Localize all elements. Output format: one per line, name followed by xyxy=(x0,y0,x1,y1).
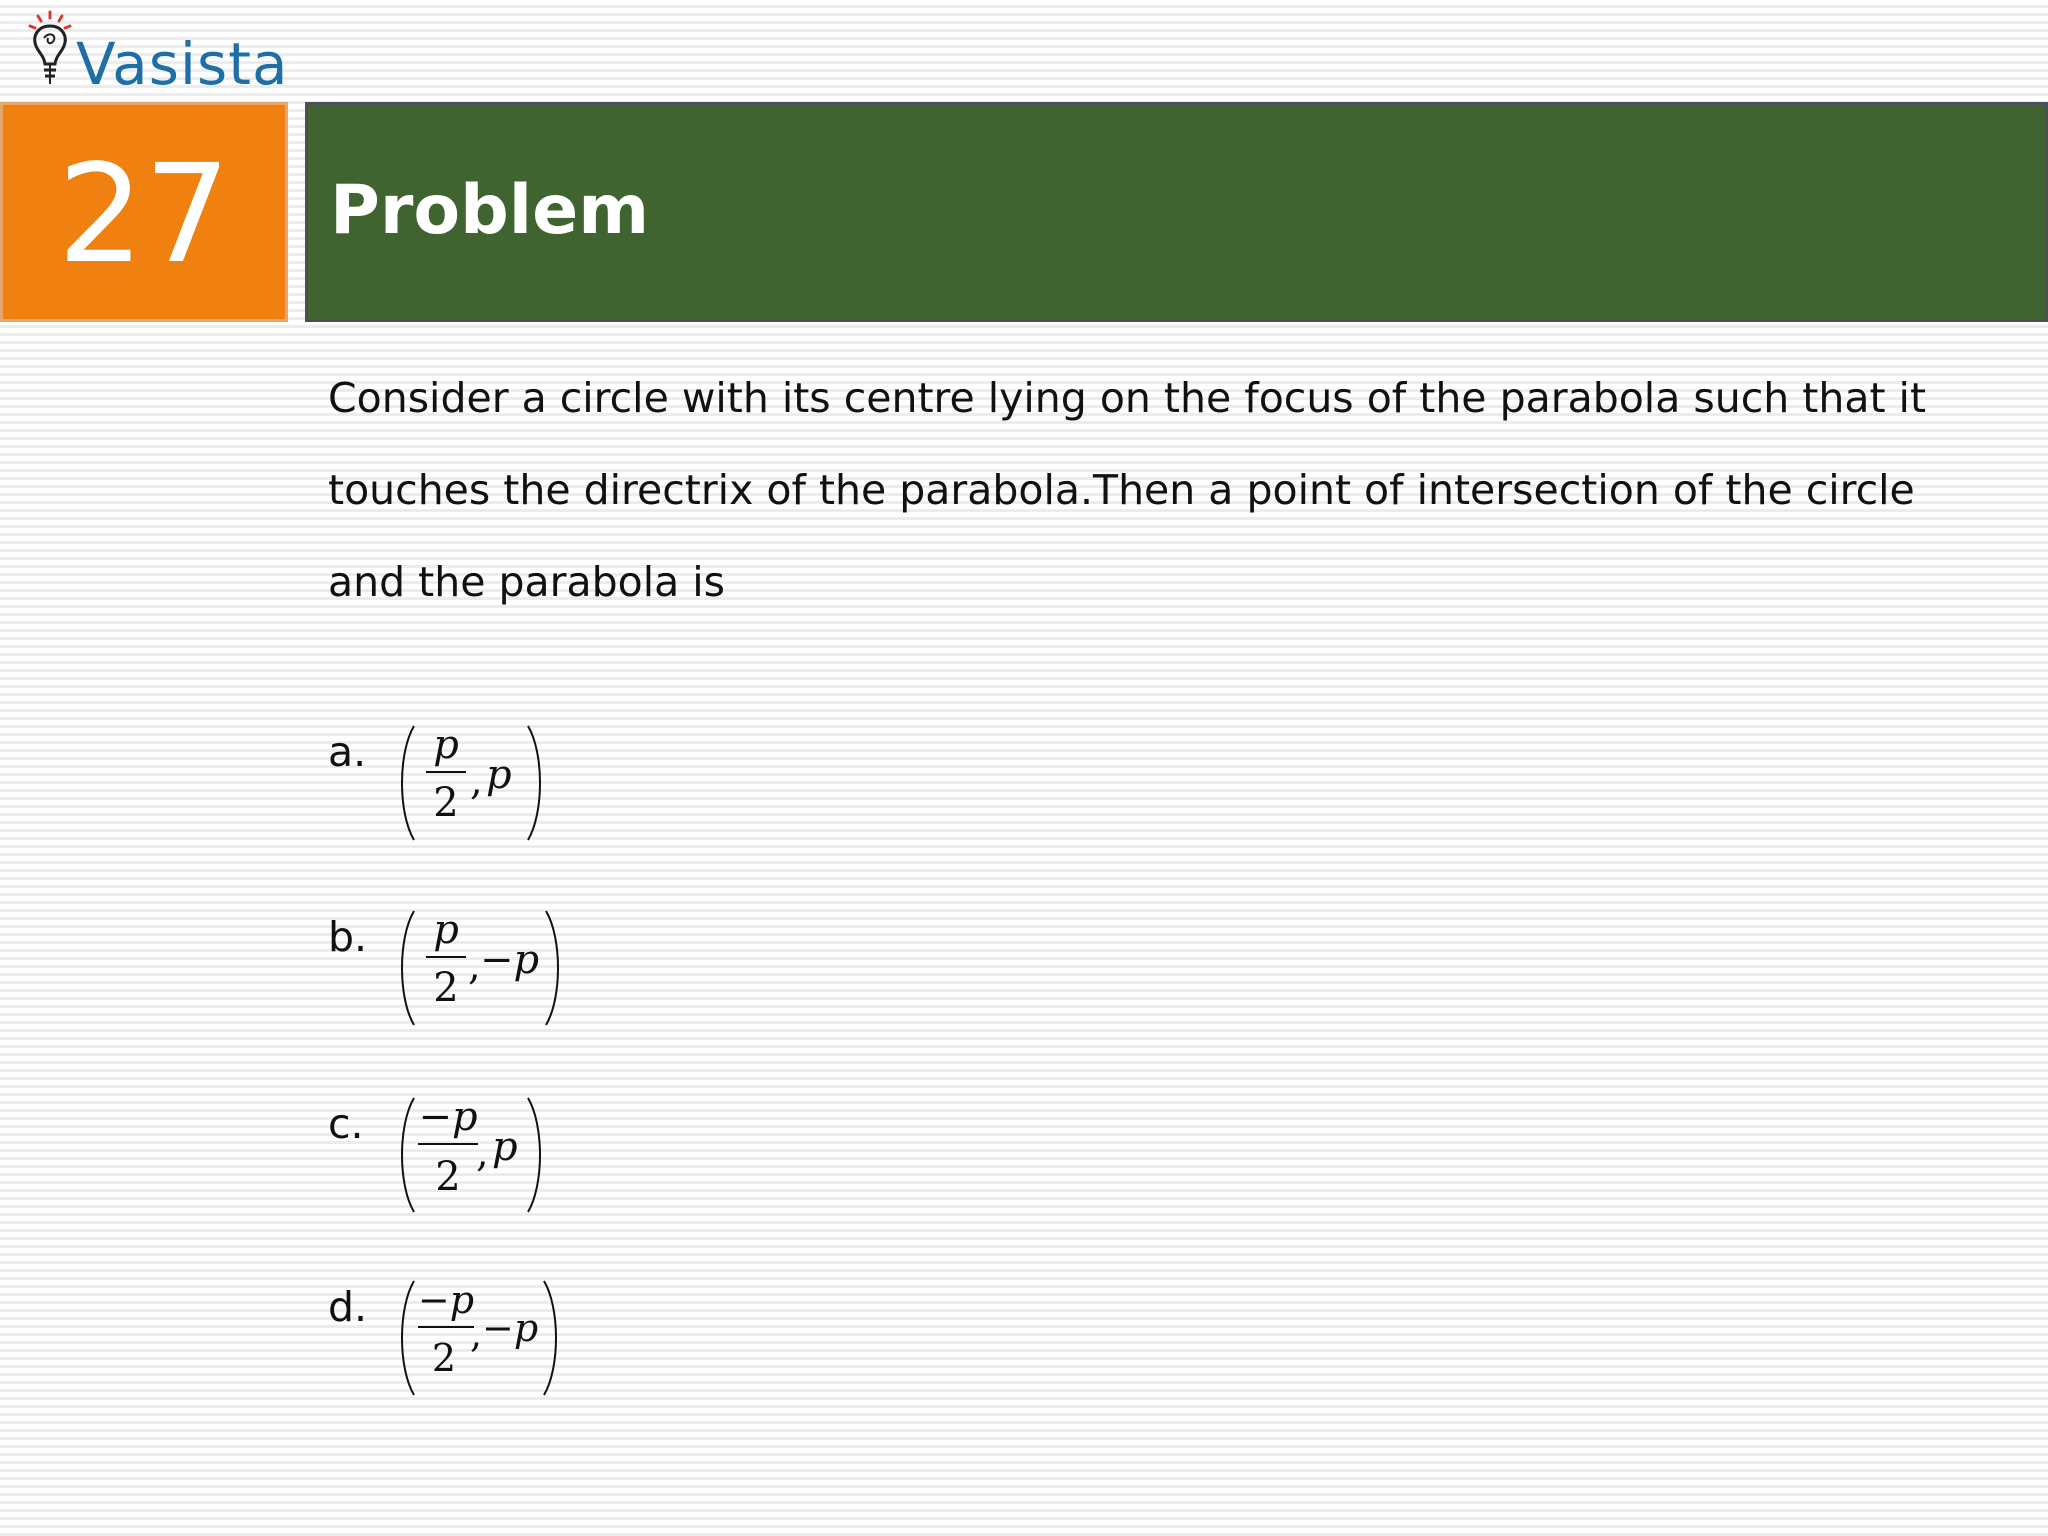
option-c[interactable] xyxy=(328,1094,728,1220)
denominator: 2 xyxy=(433,965,459,1011)
second-coordinate: p xyxy=(486,752,512,798)
option-formula xyxy=(396,718,576,848)
comma: , xyxy=(470,1312,483,1356)
option-d[interactable] xyxy=(328,1278,728,1403)
option-formula xyxy=(396,903,576,1033)
numerator: p xyxy=(433,722,459,768)
denominator: 2 xyxy=(435,1154,461,1200)
numerator: p xyxy=(433,907,459,953)
question-line: Consider a circle with its centre lying on the focus of the parabola such that it xyxy=(328,374,1927,422)
comma: , xyxy=(468,943,481,989)
denominator: 2 xyxy=(431,1336,457,1380)
denominator: 2 xyxy=(433,780,459,826)
brand-logo xyxy=(20,8,289,98)
comma: , xyxy=(470,758,483,804)
option-label: c. xyxy=(328,1100,364,1148)
option-label: b. xyxy=(328,913,368,961)
slide-title: Problem xyxy=(330,171,650,250)
option-a[interactable] xyxy=(328,722,728,848)
second-coordinate: −p xyxy=(482,1306,539,1350)
title-bar xyxy=(305,102,2048,322)
slide-number: 27 xyxy=(57,136,231,294)
numerator: −p xyxy=(417,1278,475,1322)
second-coordinate: −p xyxy=(480,937,540,983)
option-label: d. xyxy=(328,1283,368,1331)
slide-number-box xyxy=(0,102,288,322)
option-label: a. xyxy=(328,728,367,776)
option-formula xyxy=(396,1090,576,1220)
question-line: and the parabola is xyxy=(328,558,726,606)
option-b[interactable] xyxy=(328,907,728,1033)
comma: , xyxy=(476,1130,489,1176)
option-formula xyxy=(396,1273,576,1403)
second-coordinate: p xyxy=(492,1124,518,1170)
question-text xyxy=(328,352,2008,628)
question-line: touches the directrix of the parabola.Then a point of intersection of the circle xyxy=(328,466,1915,514)
logo-wordmark: Vasista xyxy=(76,30,289,98)
numerator: −p xyxy=(418,1094,478,1140)
